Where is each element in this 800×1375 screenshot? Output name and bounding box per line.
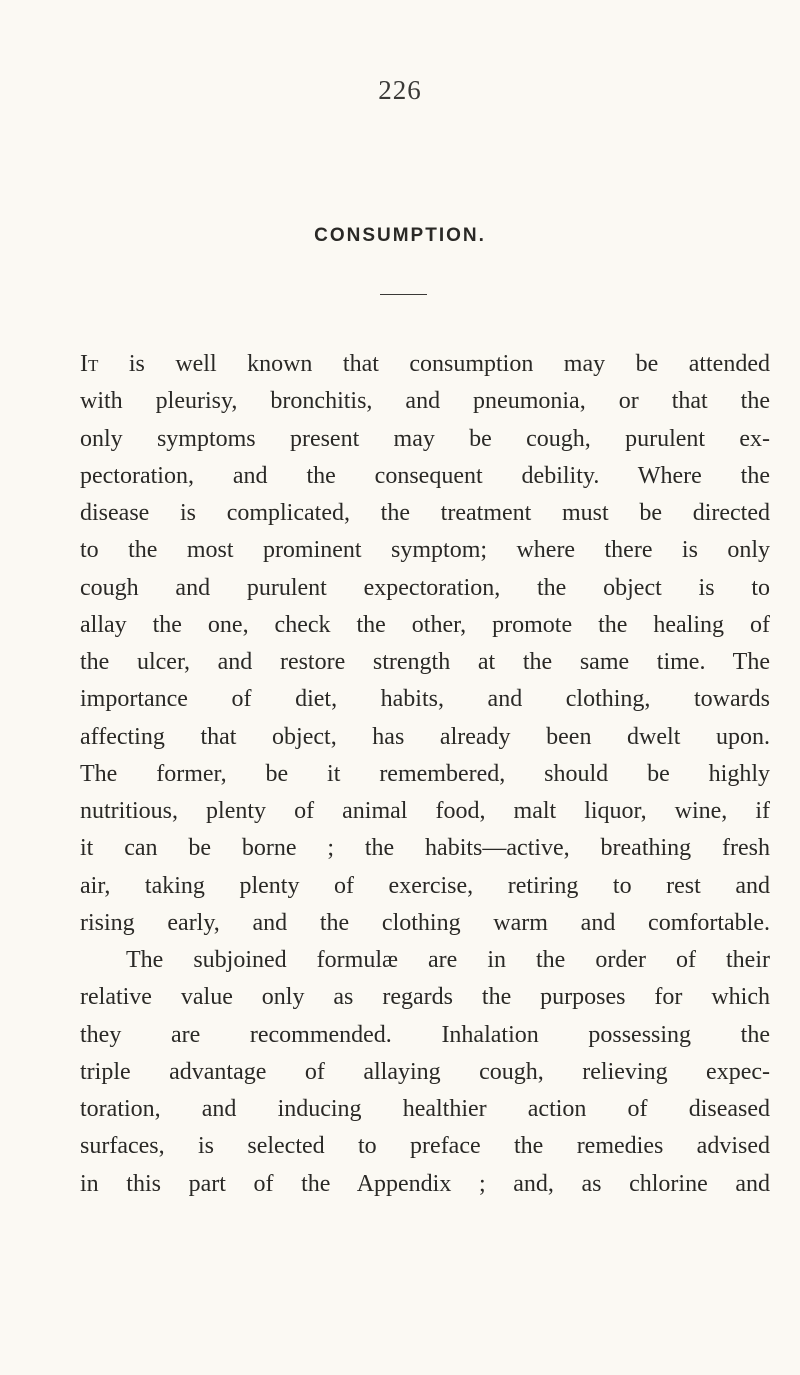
text-line: disease is complicated, the treatment must be directed — [80, 500, 770, 526]
page-number: 226 — [378, 75, 422, 105]
first-line-text: is well known that consumption may be attended — [98, 351, 770, 377]
text-line: surfaces, is selected to preface the remedies advised — [80, 1133, 770, 1160]
text-line: cough and purulent expectoration, the object is to — [80, 574, 770, 601]
text-line: triple advantage of allaying cough, relieving expec- — [80, 1058, 770, 1085]
text-line: the ulcer, and restore strength at the same time. The — [80, 649, 770, 675]
text-line: The former, be it remembered, should be highly — [80, 760, 770, 787]
text-line: in this part of the Appendix ; and, as chlorine and — [80, 1170, 770, 1197]
text-line: relative value only as regards the purposes for which — [80, 984, 770, 1011]
text-line: with pleurisy, bronchitis, and pneumonia, or that the — [80, 388, 770, 415]
text-line: air, taking plenty of exercise, retiring to rest and — [80, 872, 770, 899]
text-line: nutritious, plenty of animal food, malt liquor, wine, if — [80, 798, 770, 824]
body-text — [80, 346, 770, 1203]
lead-word: It — [80, 351, 99, 377]
text-line — [80, 346, 770, 383]
title-rule — [380, 294, 427, 295]
text-line: to the most prominent symptom; where there is only — [80, 537, 770, 564]
text-line: rising early, and the clothing warm and comfortable. — [80, 909, 770, 936]
text-line: pectoration, and the consequent debility. Where the — [80, 462, 770, 489]
text-line: allay the one, check the other, promote the healing of — [80, 611, 770, 638]
text-line: importance of diet, habits, and clothing, towards — [80, 686, 770, 713]
text-line: only symptoms present may be cough, purulent ex- — [80, 425, 770, 452]
text-line: it can be borne ; the habits—active, breathing fresh — [80, 835, 770, 862]
chapter-title: CONSUMPTION. — [314, 225, 486, 246]
text-line: they are recommended. Inhalation possessing the — [80, 1021, 770, 1048]
text-line: affecting that object, has already been dwelt upon. — [80, 723, 770, 750]
text-line: toration, and inducing healthier action of diseased — [80, 1096, 770, 1122]
text-line: The subjoined formulæ are in the order of their — [126, 947, 770, 973]
